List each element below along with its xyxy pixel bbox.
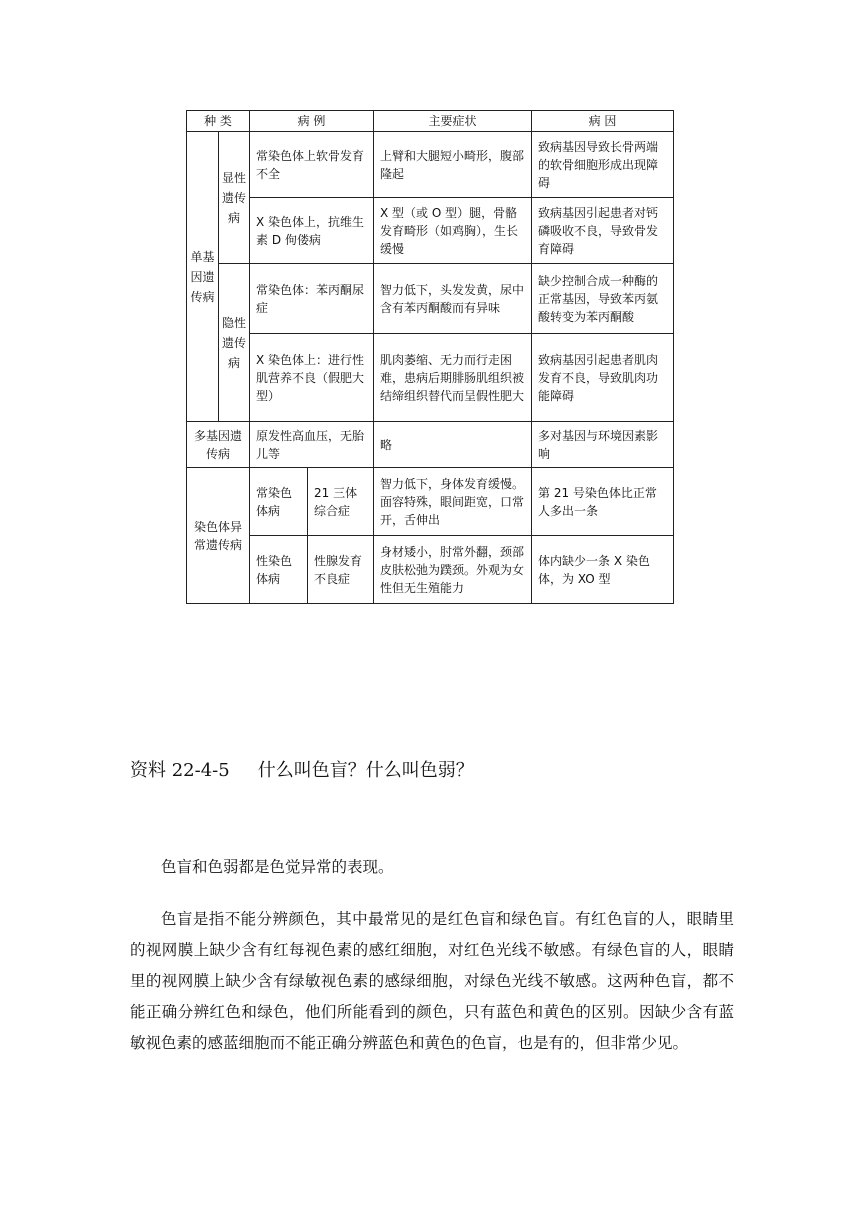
example-cell: 21 三体综合症 — [308, 468, 374, 536]
table-row — [187, 536, 674, 604]
table-row — [187, 422, 674, 468]
category-polygenic: 多基因遗传病 — [187, 422, 250, 468]
paragraph: 色盲是指不能分辨颜色，其中最常见的是红色盲和绿色盲。有红色盲的人，眼睛里的视网膜上缺少含有红每视色素的感红细胞，对红色光线不敏感。有绿色盲的人，眼睛里的视网膜上缺少含有绿敏视色素的感绿细胞，对绿色光线不敏感。这两种色盲，都不能正确分辨红色和绿色，他们所能看到的颜色，只有蓝色和黄色的区别。因缺少含有蓝敏视色素的感蓝细胞而不能正确分辨蓝色和黄色的色盲，也是有的，但非常少见。 — [130, 910, 734, 1052]
category-dominant: 显性遗传病 — [219, 132, 250, 264]
section-heading — [130, 756, 474, 782]
symptoms-cell: 身材矮小，肘常外翻，颈部皮肤松弛为蹼颈。外观为女性但无生殖能力 — [374, 536, 532, 604]
symptoms-cell: 智力低下，身体发育缓慢。面容特殊，眼间距宽，口常开，舌伸出 — [374, 468, 532, 536]
disease-table-container — [186, 110, 674, 604]
table-row — [187, 264, 674, 334]
symptoms-cell: 上臂和大腿短小畸形，腹部隆起 — [374, 132, 532, 198]
cause-cell: 体内缺少一条 X 染色体，为 XO 型 — [532, 536, 674, 604]
symptoms-cell: 肌肉萎缩、无力而行走困难，患病后期腓肠肌组织被结缔组织替代而呈假性肥大 — [374, 334, 532, 422]
category-chromosomal: 染色体异常遗传病 — [187, 468, 250, 604]
section-title: 什么叫色盲？什么叫色弱？ — [257, 760, 474, 781]
example-cell: 性腺发育不良症 — [308, 536, 374, 604]
header-cause: 病 因 — [532, 111, 674, 132]
paragraph: 色盲和色弱都是色觉异常的表现。 — [161, 858, 394, 876]
symptoms-cell: 智力低下，头发发黄，尿中含有苯丙酮酸而有异味 — [374, 264, 532, 334]
category-single-gene: 单基因遗传病 — [187, 132, 219, 422]
table-row — [187, 132, 674, 198]
cause-cell: 致病基因导致长骨两端的软骨细胞形成出现障碍 — [532, 132, 674, 198]
section-number: 资料 22-4-5 — [130, 760, 230, 781]
example-cell: 常染色体：苯丙酮尿症 — [250, 264, 374, 334]
example-cell: 常染色体上软骨发育不全 — [250, 132, 374, 198]
example-cell: X 染色体上，抗维生素 D 佝偻病 — [250, 198, 374, 264]
cause-cell: 第 21 号染色体比正常人多出一条 — [532, 468, 674, 536]
table-header-row — [187, 111, 674, 132]
cause-cell: 多对基因与环境因素影响 — [532, 422, 674, 468]
table-row — [187, 334, 674, 422]
category-recessive: 隐性遗传病 — [219, 264, 250, 422]
example-cell: X 染色体上：进行性肌营养不良（假肥大型） — [250, 334, 374, 422]
cause-cell: 致病基因引起患者对钙磷吸收不良，导致骨发育障碍 — [532, 198, 674, 264]
cause-cell: 致病基因引起患者肌肉发育不良，导致肌肉功能障碍 — [532, 334, 674, 422]
example-cell: 原发性高血压，无胎儿等 — [250, 422, 374, 468]
header-type: 种 类 — [187, 111, 250, 132]
subcategory-sex-chromosome: 性染色体病 — [250, 536, 308, 604]
symptoms-cell: X 型（或 O 型）腿，骨骼发育畸形（如鸡胸），生长缓慢 — [374, 198, 532, 264]
subcategory-autosomal: 常染色体病 — [250, 468, 308, 536]
cause-cell: 缺少控制合成一种酶的正常基因，导致苯丙氨酸转变为苯丙酮酸 — [532, 264, 674, 334]
header-symptoms: 主要症状 — [374, 111, 532, 132]
table-row — [187, 198, 674, 264]
table-row — [187, 468, 674, 536]
symptoms-cell: 略 — [374, 422, 532, 468]
header-example: 病 例 — [250, 111, 374, 132]
genetic-disease-table — [186, 110, 674, 604]
